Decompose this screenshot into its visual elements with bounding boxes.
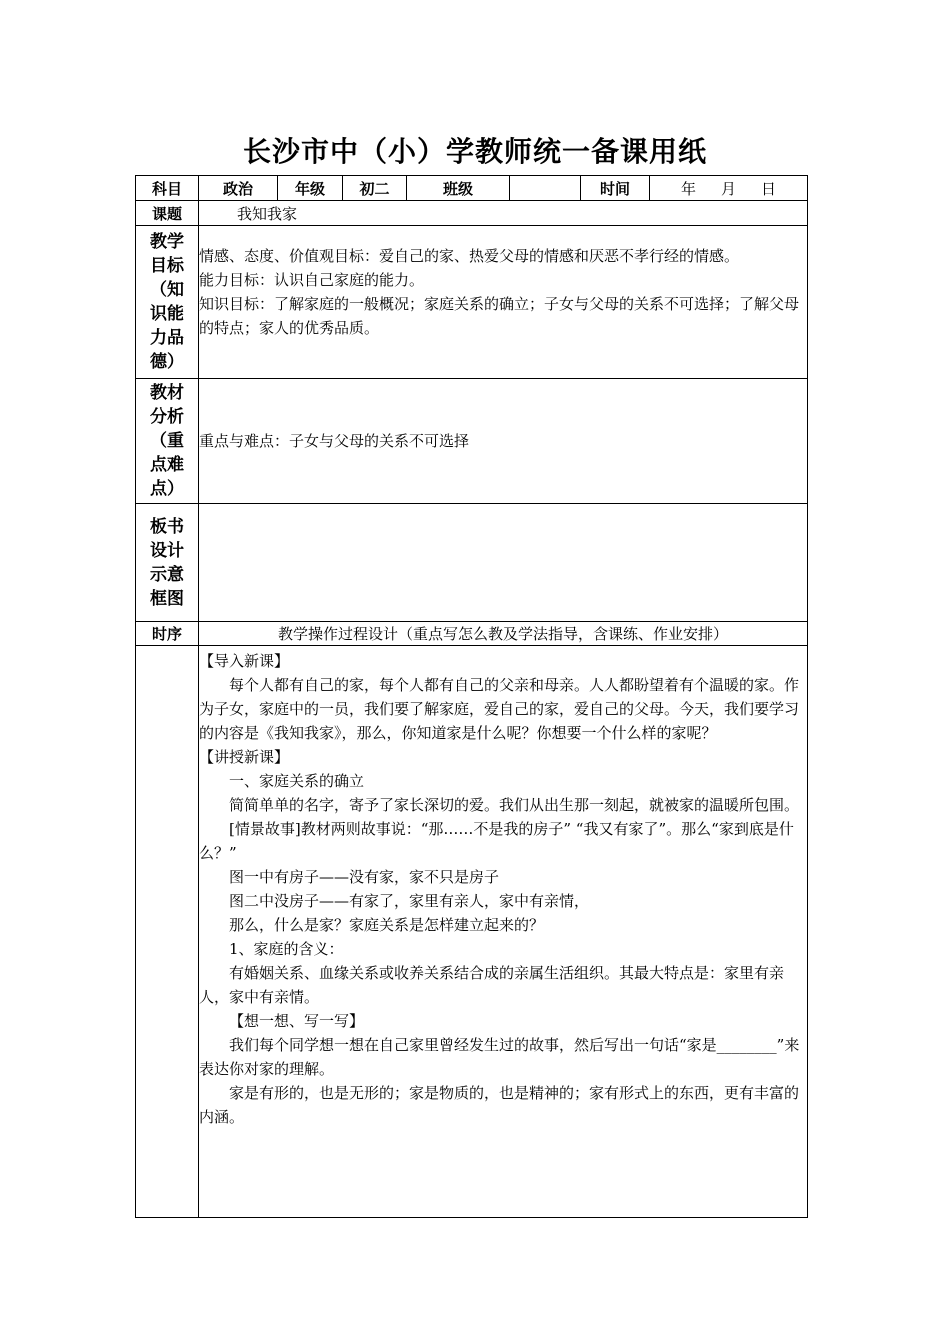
page-title: 长沙市中（小）学教师统一备课用纸	[242, 135, 707, 168]
objectives-label-line: 识能	[150, 304, 184, 324]
order-label: 时序	[136, 622, 199, 646]
topic-row	[136, 201, 808, 226]
objectives-label-line: 德）	[150, 352, 184, 372]
process-paragraph: [情景故事]教材两则故事说：“那……不是我的房子” “我又有家了”。那么“家到底是什么？”	[199, 820, 794, 862]
process-paragraph: 一、家庭关系的确立	[229, 772, 365, 790]
time-label: 时间	[581, 176, 650, 201]
objectives-label	[136, 226, 199, 379]
process-paragraph: 简简单单的名字，寄予了家长深切的爱。我们从出生那一刻起，就被家的温暖所包围。	[229, 796, 800, 814]
process-paragraph: 我们每个同学想一想在自己家里曾经发生过的故事，然后写出一句话“家是________”来表达你对家的理解。	[199, 1036, 800, 1078]
topic-value[interactable]: 我知我家	[199, 201, 808, 226]
board-label	[136, 504, 199, 622]
process-paragraph: 那么，什么是家？家庭关系是怎样建立起来的？	[229, 916, 545, 934]
grade-value[interactable]: 初二	[343, 176, 407, 201]
process-paragraph: 【讲授新课】	[199, 748, 290, 766]
process-header-row	[136, 622, 808, 646]
objectives-label-line: 目标	[150, 256, 184, 276]
subject-value[interactable]: 政治	[199, 176, 278, 201]
class-value[interactable]	[510, 176, 581, 201]
analysis-label-line: 分析	[150, 407, 184, 427]
process-paragraph: 家是有形的，也是无形的；家是物质的，也是精神的；家有形式上的东西，更有丰富的内涵。	[199, 1084, 800, 1126]
board-label-line: 框图	[150, 588, 184, 609]
process-paragraph: 每个人都有自己的家，每个人都有自己的父亲和母亲。人人都盼望着有个温暖的家。作为子女，家庭中的一员，我们要了解家庭，爱自己的家，爱自己的父母。今天，我们要学习的内容是《我知我家》，那么，你知道家是什么呢？你想要一个什么样的家呢？	[199, 676, 800, 742]
objectives-label-line: 教学	[150, 232, 184, 252]
objectives-label-line: （知	[150, 280, 184, 300]
analysis-label-line: （重	[150, 431, 184, 451]
header-row	[136, 176, 808, 201]
board-row	[136, 504, 808, 622]
process-content[interactable]	[199, 646, 808, 1218]
board-label-line: 示意	[150, 564, 184, 585]
objective-line: 能力目标：认识自己家庭的能力。	[199, 271, 425, 289]
topic-label: 课题	[136, 201, 199, 226]
time-day: 日	[760, 179, 776, 198]
board-label-line: 板书	[150, 516, 184, 537]
subject-label: 科目	[136, 176, 199, 201]
analysis-label-line: 教材	[150, 383, 184, 403]
objectives-label-line: 力品	[150, 328, 184, 348]
board-content[interactable]	[199, 504, 808, 622]
objective-line: 情感、态度、价值观目标：爱自己的家、热爱父母的情感和厌恶不孝行经的情感。	[199, 247, 740, 265]
analysis-row	[136, 379, 808, 504]
grade-label: 年级	[278, 176, 343, 201]
analysis-content[interactable]: 重点与难点：子女与父母的关系不可选择	[199, 379, 808, 504]
process-paragraph: 1、家庭的含义：	[229, 940, 344, 958]
design-label: 教学操作过程设计（重点写怎么教及学法指导，含课练、作业安排）	[199, 622, 808, 646]
analysis-label-line: 点难	[150, 455, 184, 475]
process-paragraph: 【想一想、写一写】	[229, 1012, 365, 1030]
process-paragraph: 有婚姻关系、血缘关系或收养关系结合成的亲属生活组织。其最大特点是：家里有亲人，家中有亲情。	[199, 964, 785, 1006]
objectives-row	[136, 226, 808, 379]
order-cell[interactable]	[136, 646, 199, 1218]
process-body-row	[136, 646, 808, 1218]
process-paragraph: 图一中有房子——没有家，家不只是房子	[229, 868, 500, 886]
process-paragraph: 【导入新课】	[199, 652, 290, 670]
objective-line: 知识目标：了解家庭的一般概况；家庭关系的确立；子女与父母的关系不可选择；了解父母的特点；家人的优秀品质。	[199, 295, 800, 337]
time-value[interactable]	[650, 176, 808, 201]
time-month: 月	[720, 179, 736, 198]
analysis-label-line: 点）	[150, 479, 184, 499]
time-year: 年	[680, 179, 696, 198]
class-label: 班级	[407, 176, 510, 201]
objectives-content[interactable]	[199, 226, 808, 379]
process-paragraph: 图二中没房子——有家了，家里有亲人，家中有亲情，	[229, 892, 590, 910]
lesson-plan-form	[135, 175, 808, 1218]
analysis-label	[136, 379, 199, 504]
board-label-line: 设计	[150, 540, 184, 561]
